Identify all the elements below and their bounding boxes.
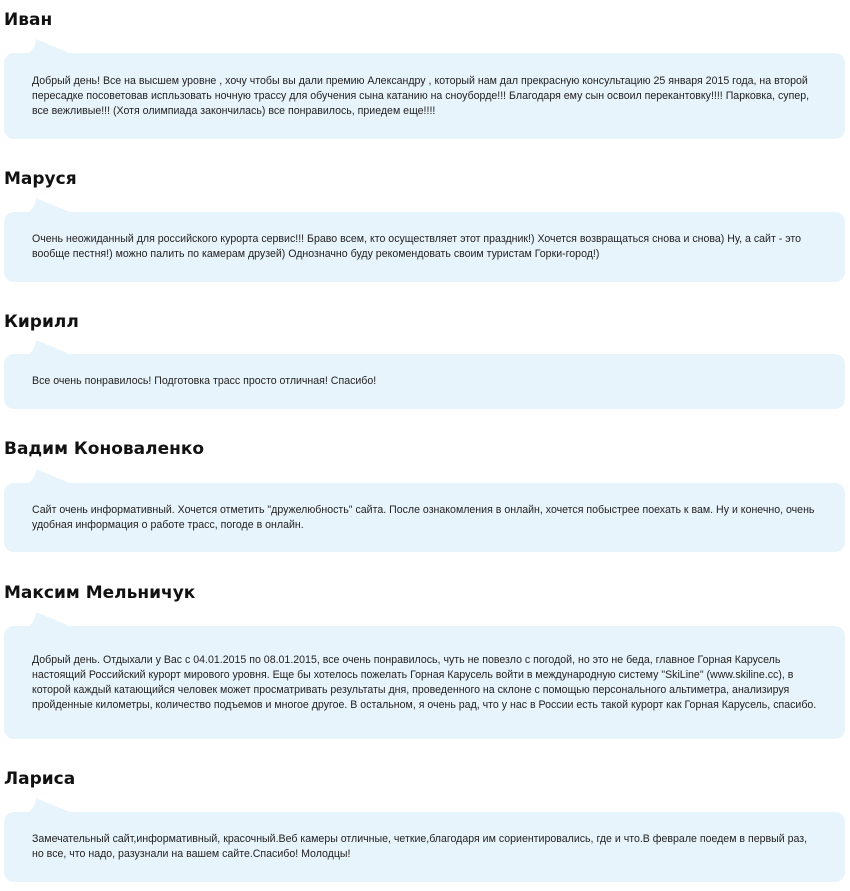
speech-tail-icon — [28, 798, 72, 813]
review-bubble — [4, 483, 845, 552]
review-text: Добрый день. Отдыхали у Вас с 04.01.2015 по 08.01.2015, все очень понравилось, чуть не повезло с погодой, но это не беда, главное Горная Карусель настоящий Российский курорт мирового уровня. Еще бы хотелось пожелать Горная Карусель войти в международную систему "SkiLine" (www.skiline.cc), в которой каждый катающийся человек может просматривать результаты дня, проведенного на склоне с помощью персонального альтиметра, анализируя пройденные километры, количество подъемов и многое другое. В остальном, я очень рад, что у нас в России есть такой курорт как Горная Карусель, спасибо. — [32, 653, 817, 711]
speech-tail-icon — [28, 612, 72, 627]
review-bubble — [4, 212, 845, 282]
speech-tail-icon — [28, 469, 72, 484]
review-author: Иван — [4, 10, 53, 30]
speech-tail-icon — [28, 340, 72, 355]
review-author: Лариса — [4, 769, 76, 789]
speech-tail-icon — [28, 198, 72, 213]
review-author: Вадим Коноваленко — [4, 439, 205, 459]
review-author: Кирилл — [4, 312, 79, 332]
review-text: Добрый день! Все на высшем уровне , хочу чтобы вы дали премию Александру , который нам дал прекрасную консультацию 25 января 2015 года, на второй пересадке посоветовав испльзовать ночную трассу для обучения сына катанию на сноуборде!!! Благодаря ему сын освоил перекантовку!!!! Парковка, супер, все вежливые!!! (Хотя олимпиада закончилась) все понравилось, приедем еще!!!! — [32, 74, 810, 117]
review-text: Очень неожиданный для российского курорта сервис!!! Браво всем, кто осуществляет этот праздник!) Хочется возвращаться снова и снова) Ну, а сайт - это вообще пестня!) можно палить по камерам друзей) Однозначно буду рекомендовать своим туристам Горки-город!) — [32, 233, 802, 260]
review-text: Сайт очень информативный. Хочется отметить "дружелюбность" сайта. После ознакомления в онлайн, хочется побыстрее поехать к вам. Ну и конечно, очень удобная информация о работе трасс, погоде в онлайн. — [32, 503, 815, 531]
review-bubble — [4, 626, 845, 739]
review-text: Замечательный сайт,информативный, красочный.Веб камеры отличные, четкие,благодаря им сориентировались, где и что.В феврале поедем в первый раз, но все, что надо, разузнали на вашем сайте.Спасибо! Молодцы! — [32, 833, 808, 860]
review-author: Максим Мельничук — [4, 583, 196, 603]
speech-tail-icon — [28, 39, 72, 54]
review-author: Маруся — [4, 169, 77, 189]
review-text: Все очень понравилось! Подготовка трасс просто отличная! Спасибо! — [32, 375, 377, 387]
review-bubble — [4, 354, 845, 409]
review-bubble — [4, 812, 845, 882]
review-bubble — [4, 53, 845, 139]
